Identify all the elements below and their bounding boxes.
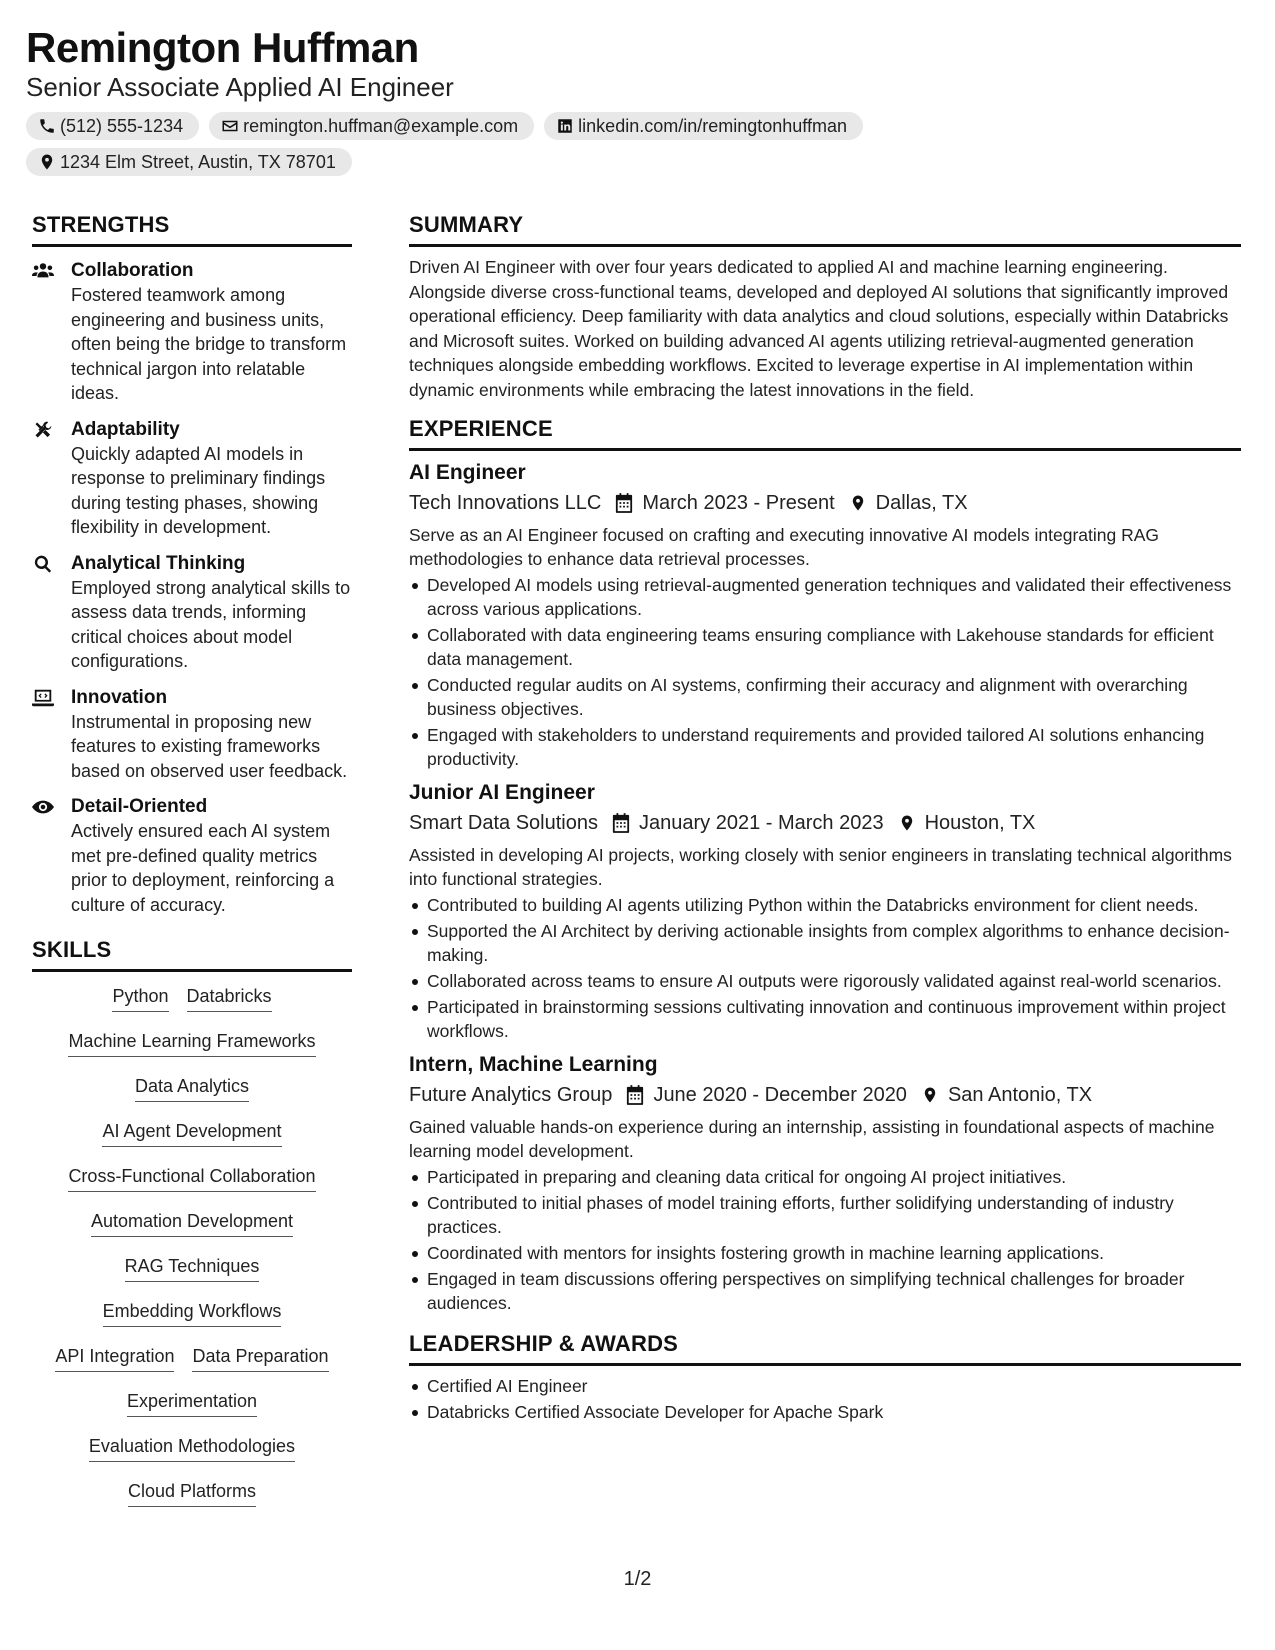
candidate-name: Remington Huffman xyxy=(26,24,419,71)
envelope-icon xyxy=(221,117,239,135)
job-entry xyxy=(409,779,1241,1043)
skill-tag: Experimentation xyxy=(127,1389,257,1417)
job-meta xyxy=(409,489,1241,517)
location-pin-icon xyxy=(849,493,867,513)
list-item: Participated in brainstorming sessions cultivating innovation and continuous improvement within project workflows. xyxy=(409,995,1241,1043)
job-dates: March 2023 - Present xyxy=(642,492,835,514)
strength-item xyxy=(32,259,352,406)
job-company: Smart Data Solutions xyxy=(409,812,598,834)
candidate-title: Senior Associate Applied AI Engineer xyxy=(26,72,454,102)
summary-heading: SUMMARY xyxy=(409,212,1241,247)
job-location: Houston, TX xyxy=(924,812,1036,834)
skills-heading: SKILLS xyxy=(32,937,352,972)
job-meta xyxy=(409,1081,1241,1109)
skill-tag: Databricks xyxy=(187,984,272,1012)
job-title: Intern, Machine Learning xyxy=(409,1053,658,1076)
skill-tag: RAG Techniques xyxy=(125,1254,260,1282)
location-pin-icon xyxy=(898,813,916,833)
left-column xyxy=(32,212,352,1524)
experience-heading: EXPERIENCE xyxy=(409,416,1241,451)
list-item: Contributed to building AI agents utilizing Python within the Databricks environment for client needs. xyxy=(409,893,1241,917)
skills-list xyxy=(32,984,352,1524)
job-bullets xyxy=(409,893,1241,1043)
job-bullets xyxy=(409,573,1241,771)
page-number: 1/2 xyxy=(623,1568,652,1590)
leadership-heading: LEADERSHIP & AWARDS xyxy=(409,1331,1241,1366)
contact-phone[interactable] xyxy=(26,112,199,140)
skill-tag: Machine Learning Frameworks xyxy=(68,1029,315,1057)
skill-tag: Embedding Workflows xyxy=(103,1299,282,1327)
skill-tag: Python xyxy=(112,984,168,1012)
leadership-list xyxy=(409,1374,1241,1424)
linkedin-icon xyxy=(556,117,574,135)
contact-address xyxy=(26,148,352,176)
contact-linkedin-text: linkedin.com/in/remingtonhuffman xyxy=(578,115,847,136)
strength-desc: Employed strong analytical skills to assess data trends, informing critical choices about model configurations. xyxy=(71,577,351,671)
strength-desc: Instrumental in proposing new features to existing frameworks based on observed user feedback. xyxy=(71,711,348,781)
list-item: Engaged in team discussions offering perspectives on simplifying technical challenges for broader audiences. xyxy=(409,1267,1241,1315)
eye-icon xyxy=(32,797,54,817)
job-entry xyxy=(409,1051,1241,1315)
tools-icon xyxy=(32,420,54,440)
contact-email-text: remington.huffman@example.com xyxy=(243,115,519,136)
strength-title: Detail-Oriented xyxy=(71,796,208,817)
job-description: Assisted in developing AI projects, working closely with senior engineers in translating technical algorithms into functional strategies. xyxy=(409,845,1232,889)
strength-title: Collaboration xyxy=(71,260,194,281)
contact-phone-text: (512) 555-1234 xyxy=(60,115,184,136)
job-location: San Antonio, TX xyxy=(947,1084,1093,1106)
contact-list xyxy=(26,112,926,176)
laptop-code-icon xyxy=(32,688,54,708)
skill-tag: AI Agent Development xyxy=(102,1119,281,1147)
job-company: Future Analytics Group xyxy=(409,1084,613,1106)
strength-desc: Fostered teamwork among engineering and business units, often being the bridge to transform technical jargon into relatable ideas. xyxy=(71,285,347,403)
search-icon xyxy=(32,554,54,574)
list-item: Supported the AI Architect by deriving actionable insights from complex algorithms to enhance decision-making. xyxy=(409,919,1241,967)
list-item: Coordinated with mentors for insights fostering growth in machine learning applications. xyxy=(409,1241,1241,1265)
skill-tag: Automation Development xyxy=(91,1209,293,1237)
list-item: Contributed to initial phases of model training efforts, further solidifying understanding of industry practices. xyxy=(409,1191,1241,1239)
strengths-heading: STRENGTHS xyxy=(32,212,352,247)
phone-icon xyxy=(38,117,56,135)
list-item: Developed AI models using retrieval-augmented generation techniques and validated their effectiveness across various applications. xyxy=(409,573,1241,621)
skill-tag: Data Analytics xyxy=(135,1074,249,1102)
summary-text: Driven AI Engineer with over four years dedicated to applied AI and machine learning engineering. Alongside diverse cross-functional teams, developed and deployed AI solutions that significantly improved operational efficiency. Deep familiarity with data analytics and cloud solutions, especially within Databricks and Microsoft suites. Worked on building advanced AI agents utilizing retrieval-augmented generation techniques alongside embedding workflows. Excited to leverage expertise in AI implementation within dynamic environments while embracing the latest innovations in the field. xyxy=(409,257,1229,400)
list-item: Participated in preparing and cleaning data critical for ongoing AI project initiatives. xyxy=(409,1165,1241,1189)
job-title: Junior AI Engineer xyxy=(409,781,595,804)
skill-tag: API Integration xyxy=(55,1344,174,1372)
strength-desc: Quickly adapted AI models in response to preliminary findings during testing phases, showing flexibility in development. xyxy=(71,443,326,537)
skill-tag: Cloud Platforms xyxy=(128,1479,256,1507)
location-pin-icon xyxy=(38,153,56,171)
skill-tag: Evaluation Methodologies xyxy=(89,1434,295,1462)
job-bullets xyxy=(409,1165,1241,1315)
strength-title: Innovation xyxy=(71,686,168,708)
contact-linkedin[interactable] xyxy=(544,112,863,140)
contact-email[interactable] xyxy=(209,112,534,140)
skill-tag: Cross-Functional Collaboration xyxy=(68,1164,315,1192)
job-meta xyxy=(409,809,1241,837)
right-column xyxy=(409,212,1241,1426)
skill-tag: Data Preparation xyxy=(192,1344,328,1372)
list-item: Databricks Certified Associate Developer for Apache Spark xyxy=(409,1400,1241,1424)
strength-item xyxy=(32,686,352,784)
resume-header xyxy=(26,22,1246,176)
job-location: Dallas, TX xyxy=(875,492,968,514)
users-icon xyxy=(32,261,54,281)
calendar-icon xyxy=(615,493,633,513)
list-item: Conducted regular audits on AI systems, confirming their accuracy and alignment with overarching business objectives. xyxy=(409,673,1241,721)
job-description: Gained valuable hands-on experience during an internship, assisting in foundational aspects of machine learning model development. xyxy=(409,1117,1215,1161)
list-item: Certified AI Engineer xyxy=(409,1374,1241,1398)
contact-address-text: 1234 Elm Street, Austin, TX 78701 xyxy=(60,151,336,172)
list-item: Collaborated with data engineering teams ensuring compliance with Lakehouse standards for efficient data management. xyxy=(409,623,1241,671)
calendar-icon xyxy=(626,1085,644,1105)
strength-item xyxy=(32,552,352,674)
job-dates: January 2021 - March 2023 xyxy=(638,812,884,834)
job-entry xyxy=(409,459,1241,771)
strength-title: Analytical Thinking xyxy=(71,552,246,574)
location-pin-icon xyxy=(921,1085,939,1105)
strength-title: Adaptability xyxy=(71,418,180,440)
job-title: AI Engineer xyxy=(409,461,526,484)
job-dates: June 2020 - December 2020 xyxy=(653,1084,907,1106)
list-item: Engaged with stakeholders to understand requirements and provided tailored AI solutions enhancing productivity. xyxy=(409,723,1241,771)
calendar-icon xyxy=(612,813,630,833)
job-company: Tech Innovations LLC xyxy=(409,492,602,514)
strength-item xyxy=(32,795,352,917)
strength-desc: Actively ensured each AI system met pre-defined quality metrics prior to deployment, reinforcing a culture of accuracy. xyxy=(71,821,335,915)
list-item: Collaborated across teams to ensure AI outputs were rigorously validated against real-world scenarios. xyxy=(409,969,1241,993)
job-description: Serve as an AI Engineer focused on crafting and executing innovative AI models integrating RAG methodologies to enhance data retrieval processes. xyxy=(409,525,1160,569)
strength-item xyxy=(32,418,352,540)
